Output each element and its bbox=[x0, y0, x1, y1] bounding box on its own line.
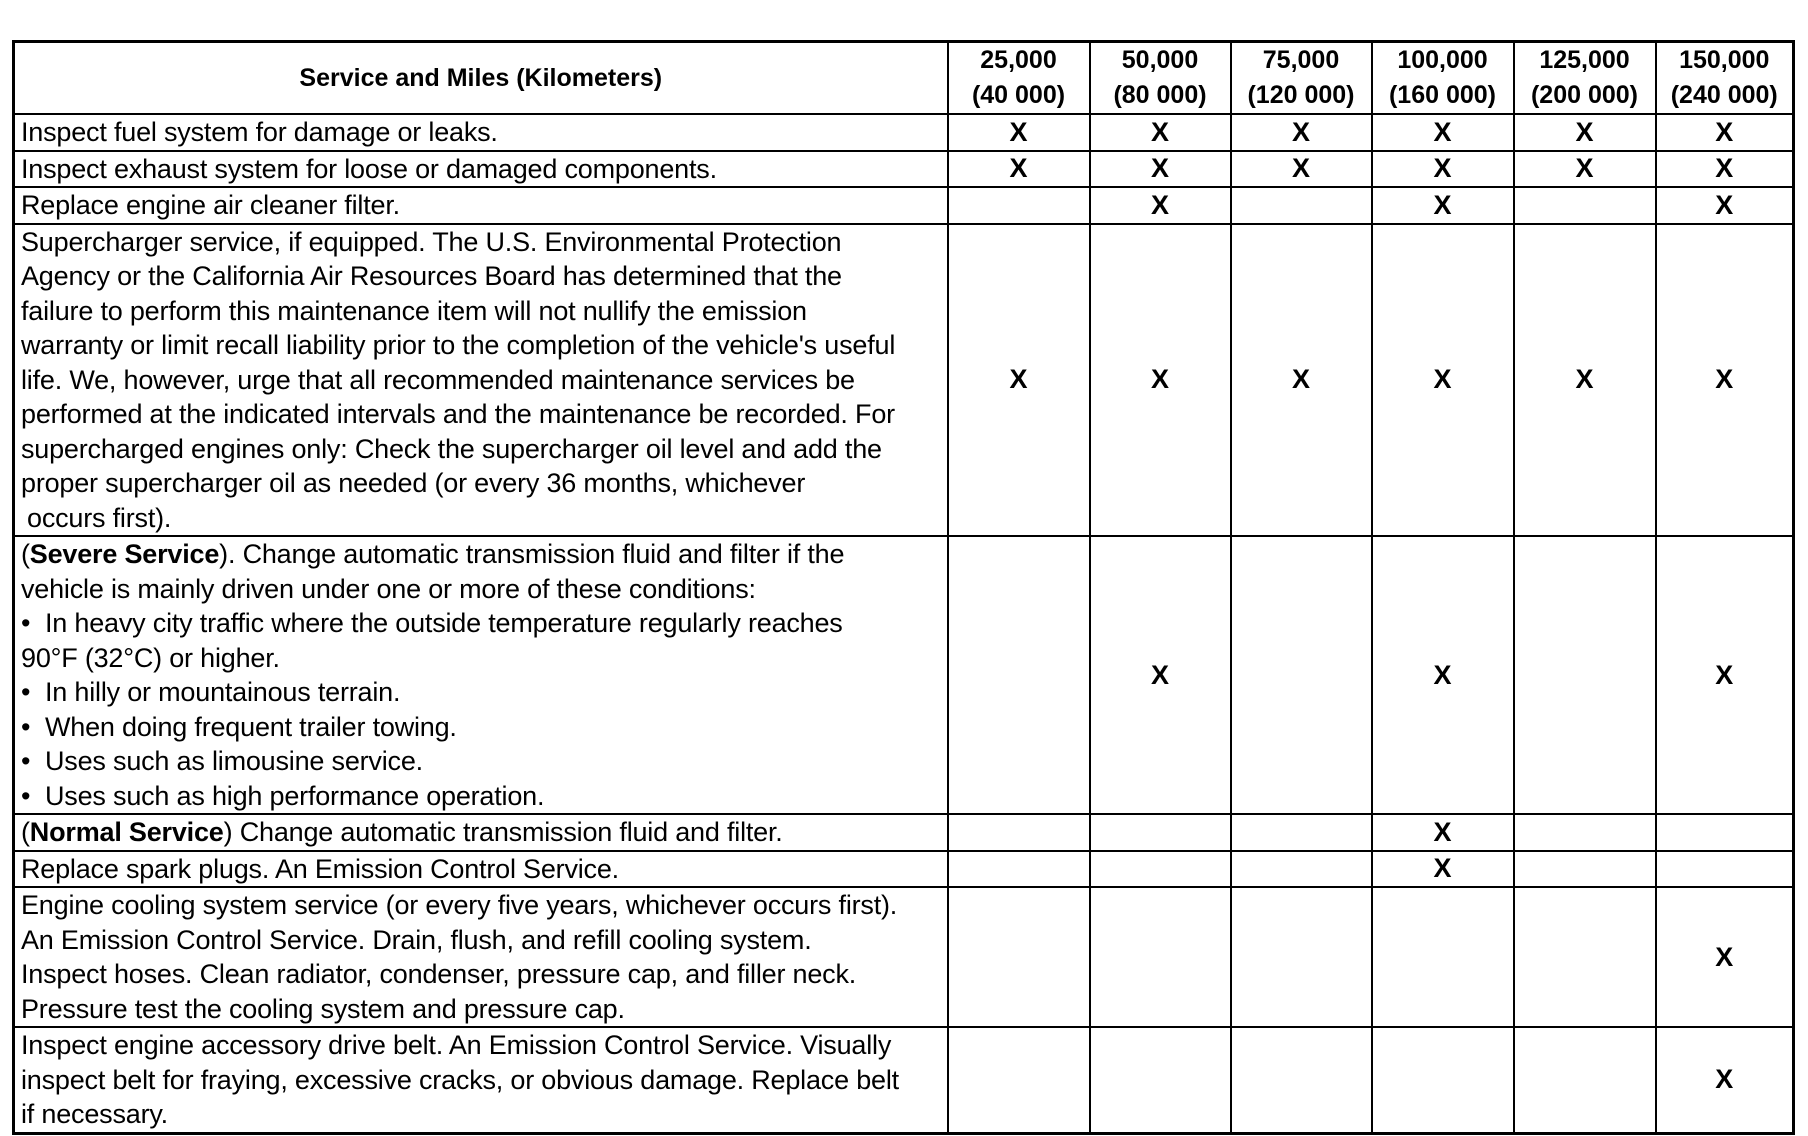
bullet-icon: • bbox=[21, 746, 31, 776]
service-description bbox=[14, 536, 948, 814]
service-mark: X bbox=[948, 224, 1090, 537]
interval-header-100000 bbox=[1372, 42, 1514, 115]
interval-km: (200 000) bbox=[1530, 81, 1639, 109]
bullet-icon: • bbox=[21, 608, 31, 638]
bullet-text: Uses such as high performance operation. bbox=[45, 780, 545, 811]
maintenance-schedule-table bbox=[12, 40, 1795, 1135]
bullet-item bbox=[21, 675, 947, 710]
service-mark: X bbox=[1090, 536, 1231, 814]
description-line: supercharged engines only: Check the supercharger oil level and add the bbox=[21, 433, 882, 464]
service-mark: X bbox=[948, 114, 1090, 151]
service-description: Inspect fuel system for damage or leaks. bbox=[14, 114, 948, 151]
service-mark: X bbox=[1372, 151, 1514, 188]
service-row-normal-transmission bbox=[14, 814, 1794, 851]
service-mark: X bbox=[1372, 536, 1514, 814]
service-mark bbox=[1656, 851, 1794, 888]
service-mark: X bbox=[948, 151, 1090, 188]
service-mark bbox=[1514, 187, 1656, 224]
service-mark: X bbox=[1231, 114, 1372, 151]
interval-header-75000 bbox=[1231, 42, 1372, 115]
service-mark: X bbox=[1656, 187, 1794, 224]
bullet-item bbox=[21, 606, 947, 641]
service-mark bbox=[1090, 851, 1231, 888]
service-mark bbox=[1514, 536, 1656, 814]
bullet-item bbox=[21, 779, 947, 814]
service-mark bbox=[1231, 814, 1372, 851]
description-line: Engine cooling system service (or every five years, whichever occurs first). bbox=[21, 890, 898, 920]
description-line: life. We, however, urge that all recommended maintenance services be bbox=[21, 364, 855, 395]
description-line: Agency or the California Air Resources Board has determined that the bbox=[21, 261, 842, 291]
description-line: performed at the indicated intervals and the maintenance be recorded. For bbox=[21, 399, 895, 429]
bullet-item bbox=[21, 710, 947, 745]
service-mark bbox=[1514, 887, 1656, 1027]
service-mark bbox=[1231, 536, 1372, 814]
interval-km: (160 000) bbox=[1388, 81, 1497, 109]
description-line: proper supercharger oil as needed (or every 36 months, whichever bbox=[21, 468, 806, 498]
bullet-icon: • bbox=[21, 711, 31, 742]
bullet-text: In hilly or mountainous terrain. bbox=[45, 677, 401, 707]
interval-miles: 75,000 bbox=[1262, 46, 1340, 74]
service-mark bbox=[1090, 814, 1231, 851]
description-line bbox=[21, 501, 947, 536]
service-description: Inspect exhaust system for loose or damaged components. bbox=[14, 151, 948, 188]
service-mark bbox=[1514, 851, 1656, 888]
service-mark bbox=[948, 851, 1090, 888]
service-mark bbox=[1372, 1027, 1514, 1133]
description-line bbox=[21, 537, 947, 572]
service-mark: X bbox=[1090, 224, 1231, 537]
description-line: if necessary. bbox=[21, 1099, 168, 1129]
service-mark bbox=[1231, 887, 1372, 1027]
service-description bbox=[14, 814, 948, 851]
service-mark: X bbox=[1514, 224, 1656, 537]
description-line: 90°F (32°C) or higher. bbox=[21, 642, 280, 673]
service-mark: X bbox=[1656, 1027, 1794, 1133]
service-mark bbox=[1090, 887, 1231, 1027]
service-mark: X bbox=[1231, 151, 1372, 188]
severe-service-label: Severe Service bbox=[29, 539, 220, 569]
service-mark bbox=[1372, 887, 1514, 1027]
service-mark bbox=[1656, 814, 1794, 851]
service-row-fuel-system bbox=[14, 114, 1794, 151]
interval-header-150000 bbox=[1656, 42, 1794, 115]
paren-open: ( bbox=[21, 817, 30, 847]
service-description bbox=[14, 224, 948, 537]
service-mark bbox=[948, 187, 1090, 224]
service-mark bbox=[948, 814, 1090, 851]
interval-km: (80 000) bbox=[1113, 81, 1207, 109]
interval-miles: 100,000 bbox=[1397, 46, 1488, 74]
description-intro: ). Change automatic transmission fluid and filter if the bbox=[219, 539, 845, 569]
service-mark: X bbox=[1656, 114, 1794, 151]
bullet-item bbox=[21, 744, 947, 779]
service-row-supercharger bbox=[14, 224, 1794, 537]
bullet-text: When doing frequent trailer towing. bbox=[45, 711, 457, 742]
service-description: Replace engine air cleaner filter. bbox=[14, 187, 948, 224]
service-row-severe-transmission bbox=[14, 536, 1794, 814]
service-mark: X bbox=[1514, 151, 1656, 188]
service-mark bbox=[948, 1027, 1090, 1133]
bullet-icon: • bbox=[21, 677, 31, 707]
interval-header-50000 bbox=[1090, 42, 1231, 115]
description-line: failure to perform this maintenance item will not nullify the emission bbox=[21, 295, 807, 326]
interval-miles: 50,000 bbox=[1121, 46, 1199, 74]
interval-km: (40 000) bbox=[971, 81, 1066, 109]
service-row-air-filter bbox=[14, 187, 1794, 224]
interval-miles: 25,000 bbox=[980, 46, 1057, 74]
description-line: vehicle is mainly driven under one or more of these conditions: bbox=[21, 573, 756, 604]
service-mark bbox=[1514, 814, 1656, 851]
service-mark: X bbox=[1656, 887, 1794, 1027]
service-mark bbox=[1231, 851, 1372, 888]
service-description bbox=[14, 887, 948, 1027]
service-mark bbox=[948, 887, 1090, 1027]
interval-km: (120 000) bbox=[1247, 81, 1355, 109]
service-mark: X bbox=[1090, 114, 1231, 151]
service-row-spark-plugs bbox=[14, 851, 1794, 888]
interval-miles: 125,000 bbox=[1539, 46, 1630, 74]
service-mark: X bbox=[1372, 814, 1514, 851]
service-mark: X bbox=[1090, 187, 1231, 224]
service-header: Service and Miles (Kilometers) bbox=[14, 42, 948, 115]
service-mark: X bbox=[1656, 536, 1794, 814]
normal-service-label: Normal Service bbox=[29, 817, 224, 847]
service-description bbox=[14, 1027, 948, 1133]
description-intro: ) Change automatic transmission fluid and filter. bbox=[223, 817, 783, 847]
service-mark: X bbox=[1090, 151, 1231, 188]
description-line-text: occurs first). bbox=[27, 502, 172, 533]
interval-header-125000 bbox=[1514, 42, 1656, 115]
bullet-icon: • bbox=[21, 780, 31, 811]
description-line: warranty or limit recall liability prior to the completion of the vehicle's useful bbox=[21, 330, 896, 360]
description-line: Pressure test the cooling system and pressure cap. bbox=[21, 993, 625, 1024]
description-line: Supercharger service, if equipped. The U.S. Environmental Protection bbox=[21, 226, 842, 257]
service-row-drive-belt bbox=[14, 1027, 1794, 1133]
service-description: Replace spark plugs. An Emission Control Service. bbox=[14, 851, 948, 888]
service-mark: X bbox=[1656, 224, 1794, 537]
service-row-exhaust-system bbox=[14, 151, 1794, 188]
service-mark bbox=[948, 536, 1090, 814]
service-mark bbox=[1231, 187, 1372, 224]
service-mark bbox=[1231, 1027, 1372, 1133]
paren-open: ( bbox=[21, 539, 30, 569]
service-mark: X bbox=[1656, 151, 1794, 188]
service-mark: X bbox=[1372, 224, 1514, 537]
service-mark: X bbox=[1231, 224, 1372, 537]
interval-header-25000 bbox=[948, 42, 1090, 115]
header-row bbox=[14, 42, 1794, 115]
service-mark bbox=[1090, 1027, 1231, 1133]
service-mark bbox=[1514, 1027, 1656, 1133]
interval-miles: 150,000 bbox=[1679, 46, 1770, 74]
service-mark: X bbox=[1372, 851, 1514, 888]
service-mark: X bbox=[1372, 187, 1514, 224]
bullet-text: In heavy city traffic where the outside temperature regularly reaches bbox=[45, 608, 843, 638]
description-line: Inspect hoses. Clean radiator, condenser, pressure cap, and filler neck. bbox=[21, 959, 857, 989]
service-mark: X bbox=[1372, 114, 1514, 151]
service-row-cooling-system bbox=[14, 887, 1794, 1027]
service-mark: X bbox=[1514, 114, 1656, 151]
bullet-text: Uses such as limousine service. bbox=[45, 746, 423, 776]
description-line: inspect belt for fraying, excessive cracks, or obvious damage. Replace belt bbox=[21, 1064, 899, 1095]
interval-km: (240 000) bbox=[1670, 81, 1778, 109]
description-line: An Emission Control Service. Drain, flush, and refill cooling system. bbox=[21, 924, 812, 955]
description-line: Inspect engine accessory drive belt. An Emission Control Service. Visually bbox=[21, 1030, 892, 1060]
